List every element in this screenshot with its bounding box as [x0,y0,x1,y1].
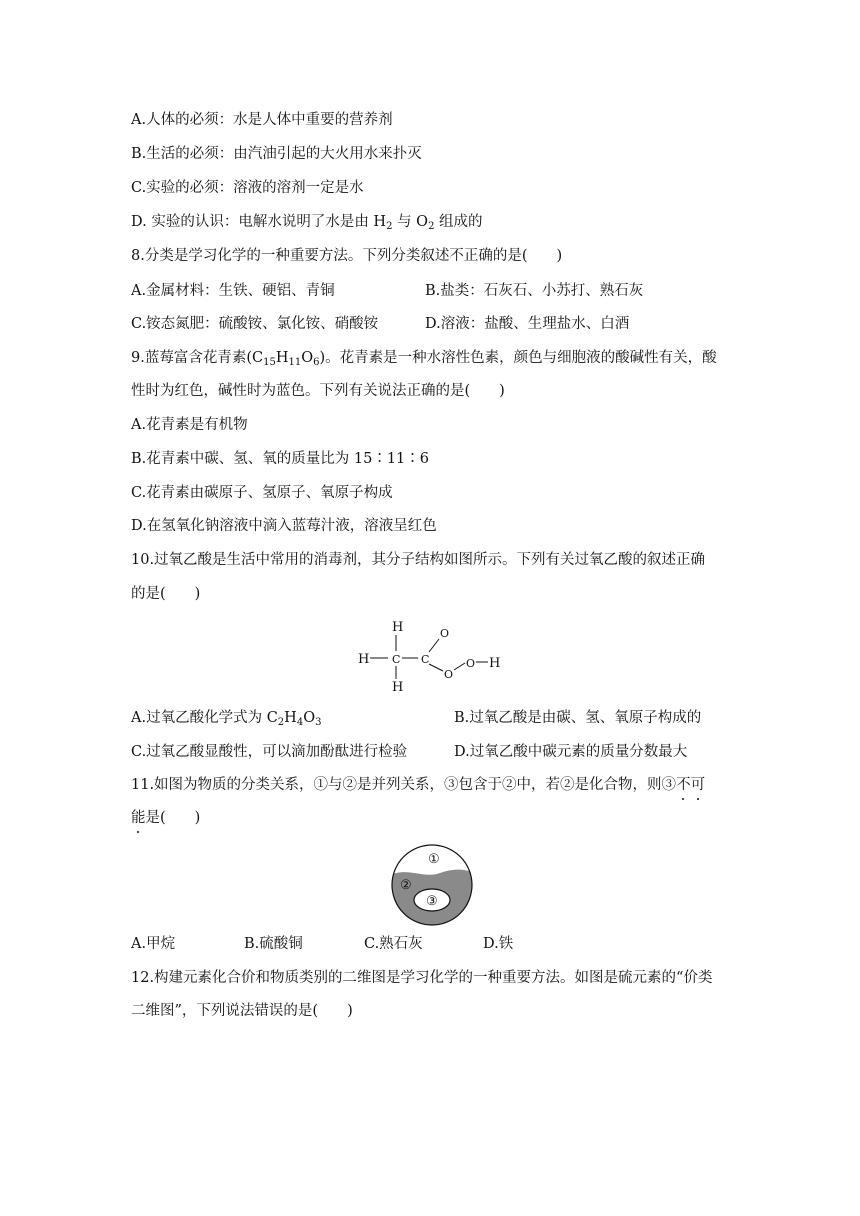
emphasis-dot-ke: 可 [690,777,706,793]
structure-c1: C [392,653,401,666]
peracetic-acid-structure [350,615,510,700]
q10-option-a: A.过氧乙酸化学式为 $C_2H_4O_3$ [131,710,322,728]
emphasis-dot-neng: 能 [131,810,146,826]
q9-stem-line2: 性时为红色，碱性时为蓝色。下列有关说法正确的是( ) [131,383,505,399]
q11-option-c: C.熟石灰 [364,936,423,952]
classification-diagram [390,843,474,927]
q7-option-d: D. 实验的认识：电解水说明了水是由 $H_2$ 与 $O_2$ 组成的 [131,214,483,232]
q10-option-d: D.过氧乙酸中碳元素的质量分数最大 [454,744,688,760]
emphasis-dot-bu: 不 [676,777,691,793]
structure-h-right: H [489,656,501,671]
structure-o-mid: O [444,668,454,681]
structure-o-right: O [466,657,476,670]
q11-option-b: B.硫酸铜 [244,936,303,952]
q9-option-a: A.花青素是有机物 [131,417,248,433]
q11-stem-line2: 能是( ) [131,810,201,826]
q11-option-d: D.铁 [483,936,514,952]
q9-stem-line1: 9.蓝莓富含花青素$(C_{15}H_{11}O_6)$。花青素是一种水溶性色素，颜色与细胞液的酸碱性有关，酸 [131,350,717,368]
q7-option-b: B.生活的必须：由汽油引起的大火用水来扑灭 [131,146,422,162]
circle-label-1: ① [428,852,440,867]
q8-option-d: D.溶液：盐酸、生理盐水、白酒 [425,316,630,332]
q10-stem-line2: 的是( ) [131,586,201,602]
circle-label-3: ③ [426,894,438,909]
structure-o-top: O [440,627,450,640]
circle-label-2: ② [400,878,412,893]
q8-stem: 8.分类是学习化学的一种重要方法。下列分类叙述不正确的是( ) [131,248,563,264]
q8-option-c: C.铵态氮肥：硫酸铵、氯化铵、硝酸铵 [131,316,379,332]
q9-option-b: B.花青素中碳、氢、氧的质量比为 15∶11∶6 [131,451,429,467]
q12-stem-line2: 二维图”，下列说法错误的是( ) [131,1003,353,1019]
structure-h-left: H [358,652,370,667]
structure-c2: C [421,653,430,666]
q9-option-d: D.在氢氧化钠溶液中滴入蓝莓汁液，溶液呈红色 [131,518,437,534]
q7-option-c: C.实验的必须：溶液的溶剂一定是水 [131,180,364,196]
q10-stem-line1: 10.过氧乙酸是生活中常用的消毒剂，其分子结构如图所示。下列有关过氧乙酸的叙述正确 [131,552,706,568]
q10-option-c: C.过氧乙酸显酸性，可以滴加酚酞进行检验 [131,744,408,760]
q9-option-c: C.花青素由碳原子、氢原子、氧原子构成 [131,485,393,501]
q8-option-b: B.盐类：石灰石、小苏打、熟石灰 [425,283,644,299]
structure-h-bottom: H [392,680,404,695]
structure-h-top: H [392,620,404,635]
q7-option-a: A.人体的必须：水是人体中重要的营养剂 [131,112,393,128]
q11-stem-line1: 11.如图为物质的分类关系，①与②是并列关系，③包含于②中，若②是化合物，则③不可 [131,777,706,793]
q12-stem-line1: 12.构建元素化合价和物质类别的二维图是学习化学的一种重要方法。如图是硫元素的“价类 [131,970,713,986]
q8-option-a: A.金属材料：生铁、硬铝、青铜 [131,283,335,299]
q11-option-a: A.甲烷 [131,936,176,952]
q10-option-b: B.过氧乙酸是由碳、氢、氧原子构成的 [454,710,702,726]
